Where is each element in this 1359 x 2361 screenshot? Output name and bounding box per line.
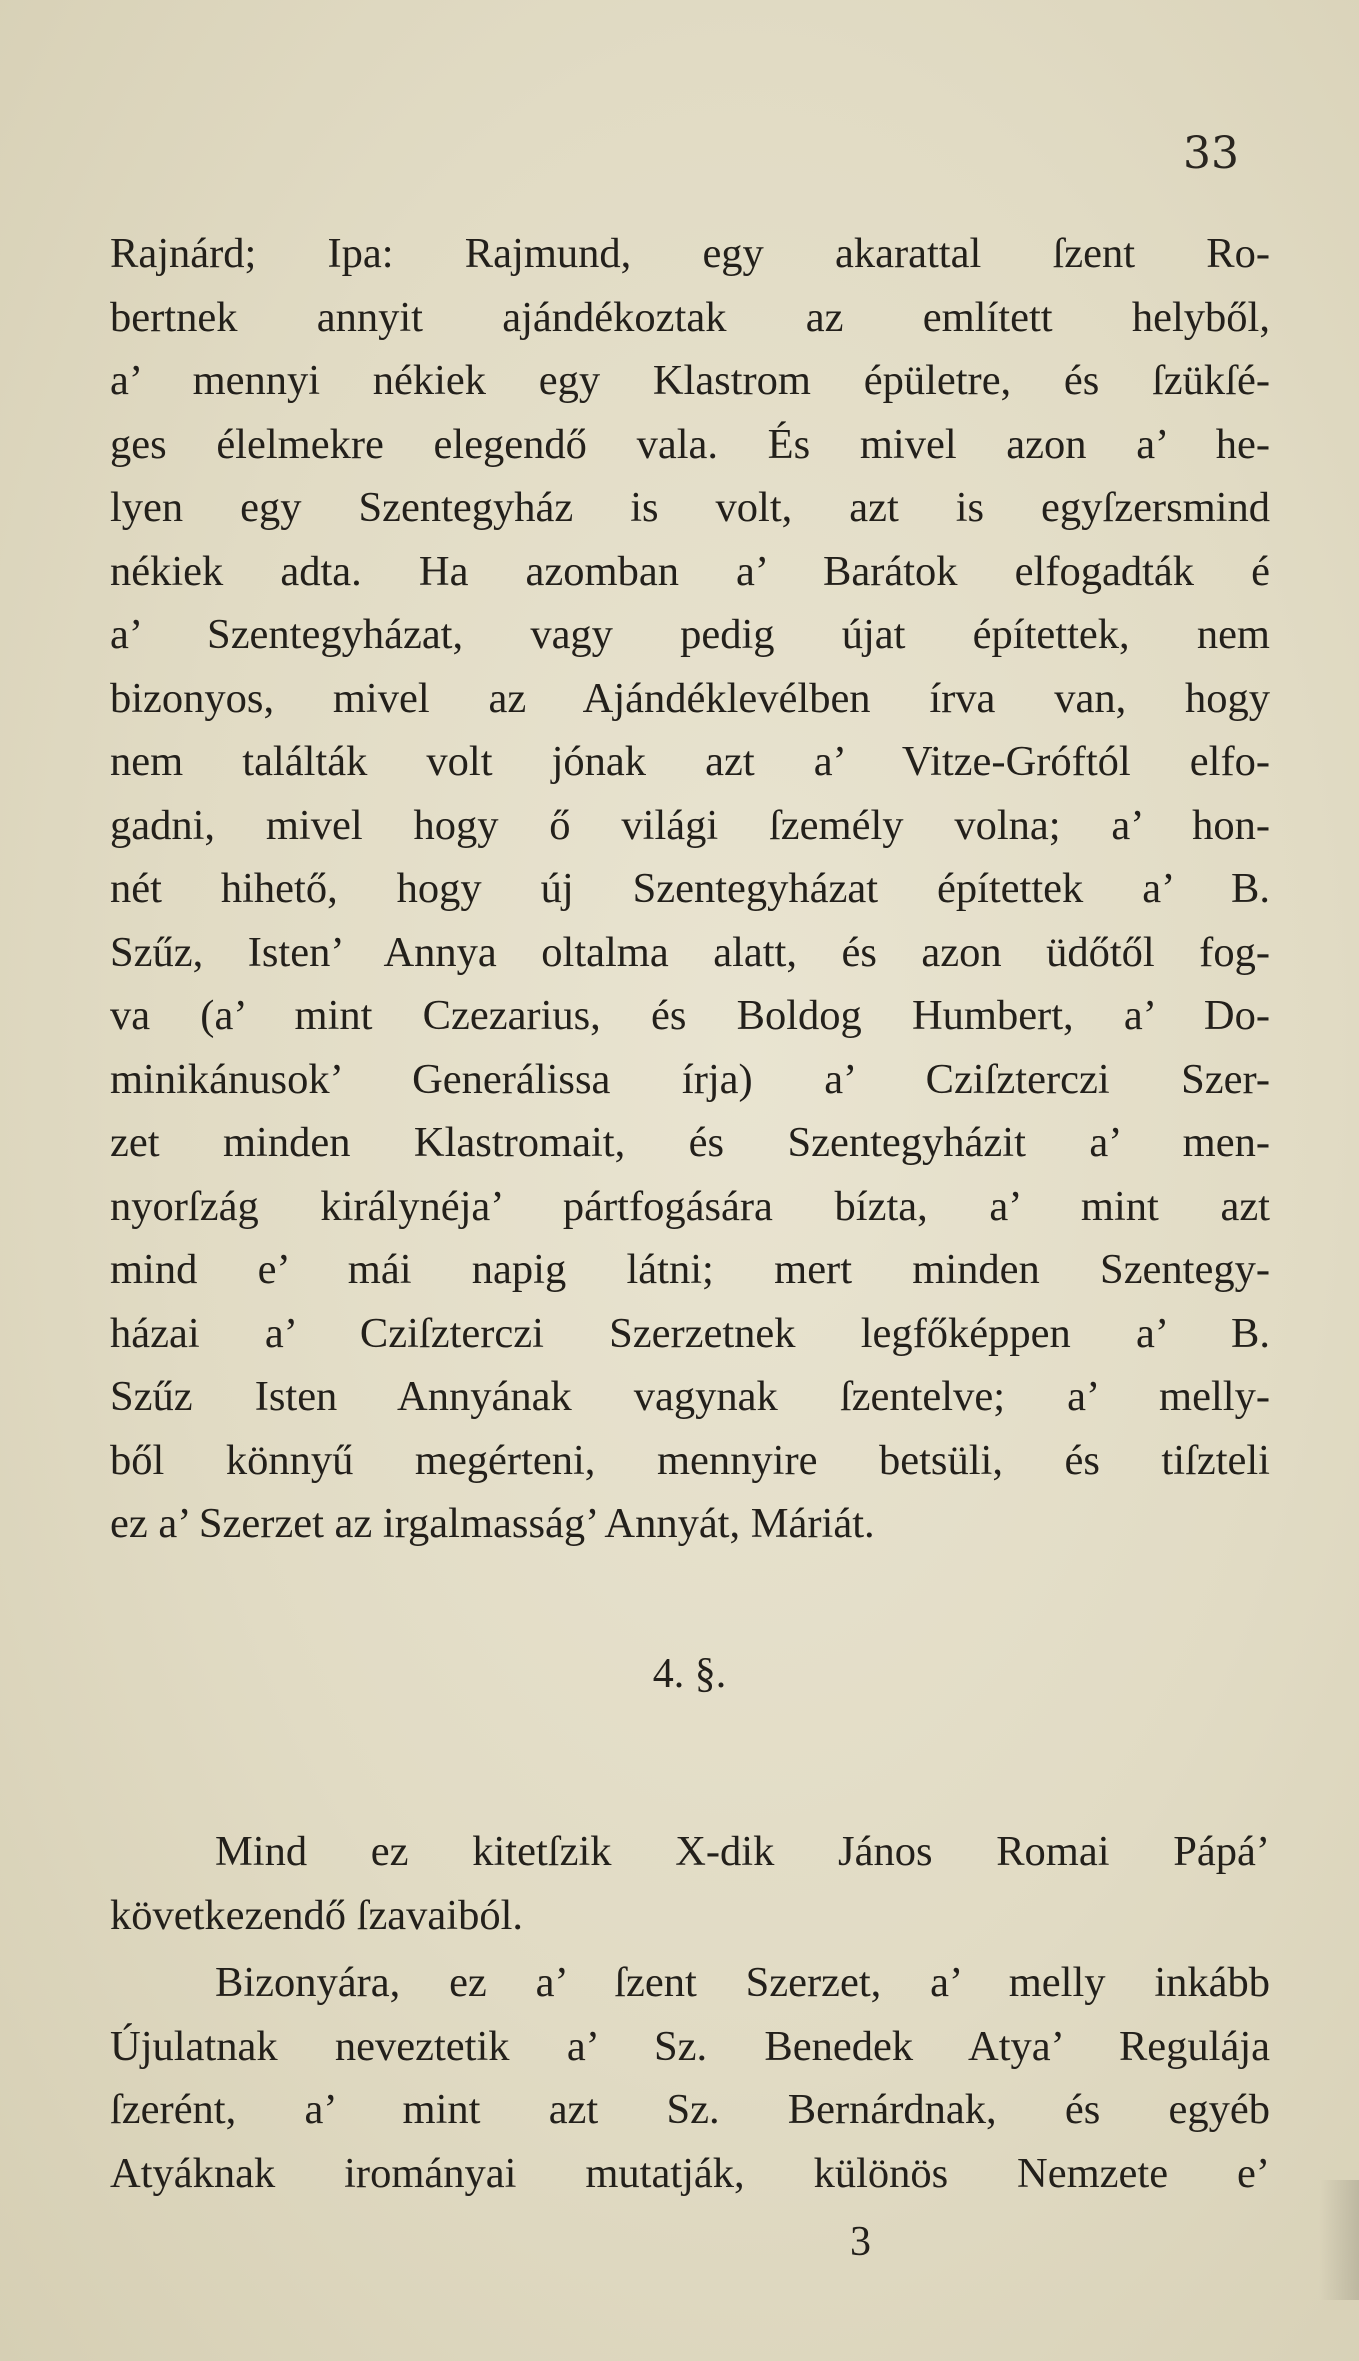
text-line: minikánusok’ Generálissa írja) a’ Cziſzterczi Szer- xyxy=(110,1055,1270,1103)
text-line: nét hihető, hogy új Szentegyházat építettek a’ B. xyxy=(110,865,1270,912)
text-line: következendő ſzavaiból. xyxy=(110,1891,524,1939)
text-line: nyorſzág királynéja’ pártfogására bízta, a’ mint azt xyxy=(110,1182,1270,1230)
text-line: ges élelmekre elegendő vala. És mivel azon a’ he- xyxy=(110,420,1270,468)
text-line: gadni, mivel hogy ő világi ſzemély volna; a’ hon- xyxy=(110,801,1270,849)
page-number: 33 xyxy=(1183,128,1239,179)
text-line: nékiek adta. Ha azomban a’ Barátok elfogadták é xyxy=(110,547,1270,595)
signature-mark: 3 xyxy=(850,2219,871,2265)
text-line: Újulatnak neveztetik a’ Sz. Benedek Atya’ Regulája xyxy=(110,2022,1270,2070)
text-line: Rajnárd; Ipa: Rajmund, egy akarattal ſzent Ro- xyxy=(110,230,1270,277)
text-line: bizonyos, mivel az Ajándéklevélben írva van, hogy xyxy=(110,674,1270,722)
paragraph-2 xyxy=(110,1820,1270,2205)
text-line: Atyáknak irományai mutatják, különös Nemzete e’ xyxy=(110,2149,1270,2197)
text-line: zet minden Klastromait, és Szentegyházit a’ men- xyxy=(110,1119,1270,1166)
text-line: nem találták volt jónak azt a’ Vitze-Gróftól elfo- xyxy=(110,738,1270,785)
text-line: ből könnyű megérteni, mennyire betsüli, és tiſzteli xyxy=(110,1436,1270,1484)
text-line: bertnek annyit ajándékoztak az említett helyből, xyxy=(110,293,1270,341)
text-line: Mind ez kitetſzik X-dik János Romai Pápá’ xyxy=(215,1828,1270,1875)
text-line: a’ mennyi nékiek egy Klastrom épületre, és ſzükſé- xyxy=(110,357,1270,404)
text-line: házai a’ Cziſzterczi Szerzetnek legfőképpen a’ B. xyxy=(110,1309,1270,1357)
page-edge-stain xyxy=(1319,2180,1359,2300)
text-line: Szűz Isten Annyának vagynak ſzentelve; a’ melly- xyxy=(110,1373,1270,1420)
text-line: a’ Szentegyházat, vagy pedig újat építettek, nem xyxy=(110,611,1270,658)
text-line: va (a’ mint Czezarius, és Boldog Humbert, a’ Do- xyxy=(110,992,1270,1039)
text-line: Bizonyára, ez a’ ſzent Szerzet, a’ melly inkább xyxy=(215,1959,1270,2006)
paragraph-1 xyxy=(110,222,1270,1556)
section-heading: 4. §. xyxy=(652,1651,727,1697)
text-line: Szűz, Isten’ Annya oltalma alatt, és azon üdőtől fog- xyxy=(110,928,1270,976)
text-line: ez a’ Szerzet az irgalmasság’ Annyát, Máriát. xyxy=(110,1500,875,1547)
text-line: lyen egy Szentegyház is volt, azt is egyſzersmind xyxy=(110,484,1270,531)
text-line: mind e’ mái napig látni; mert minden Szentegy- xyxy=(110,1246,1270,1293)
text-line: ſzerént, a’ mint azt Sz. Bernárdnak, és egyéb xyxy=(110,2086,1270,2133)
